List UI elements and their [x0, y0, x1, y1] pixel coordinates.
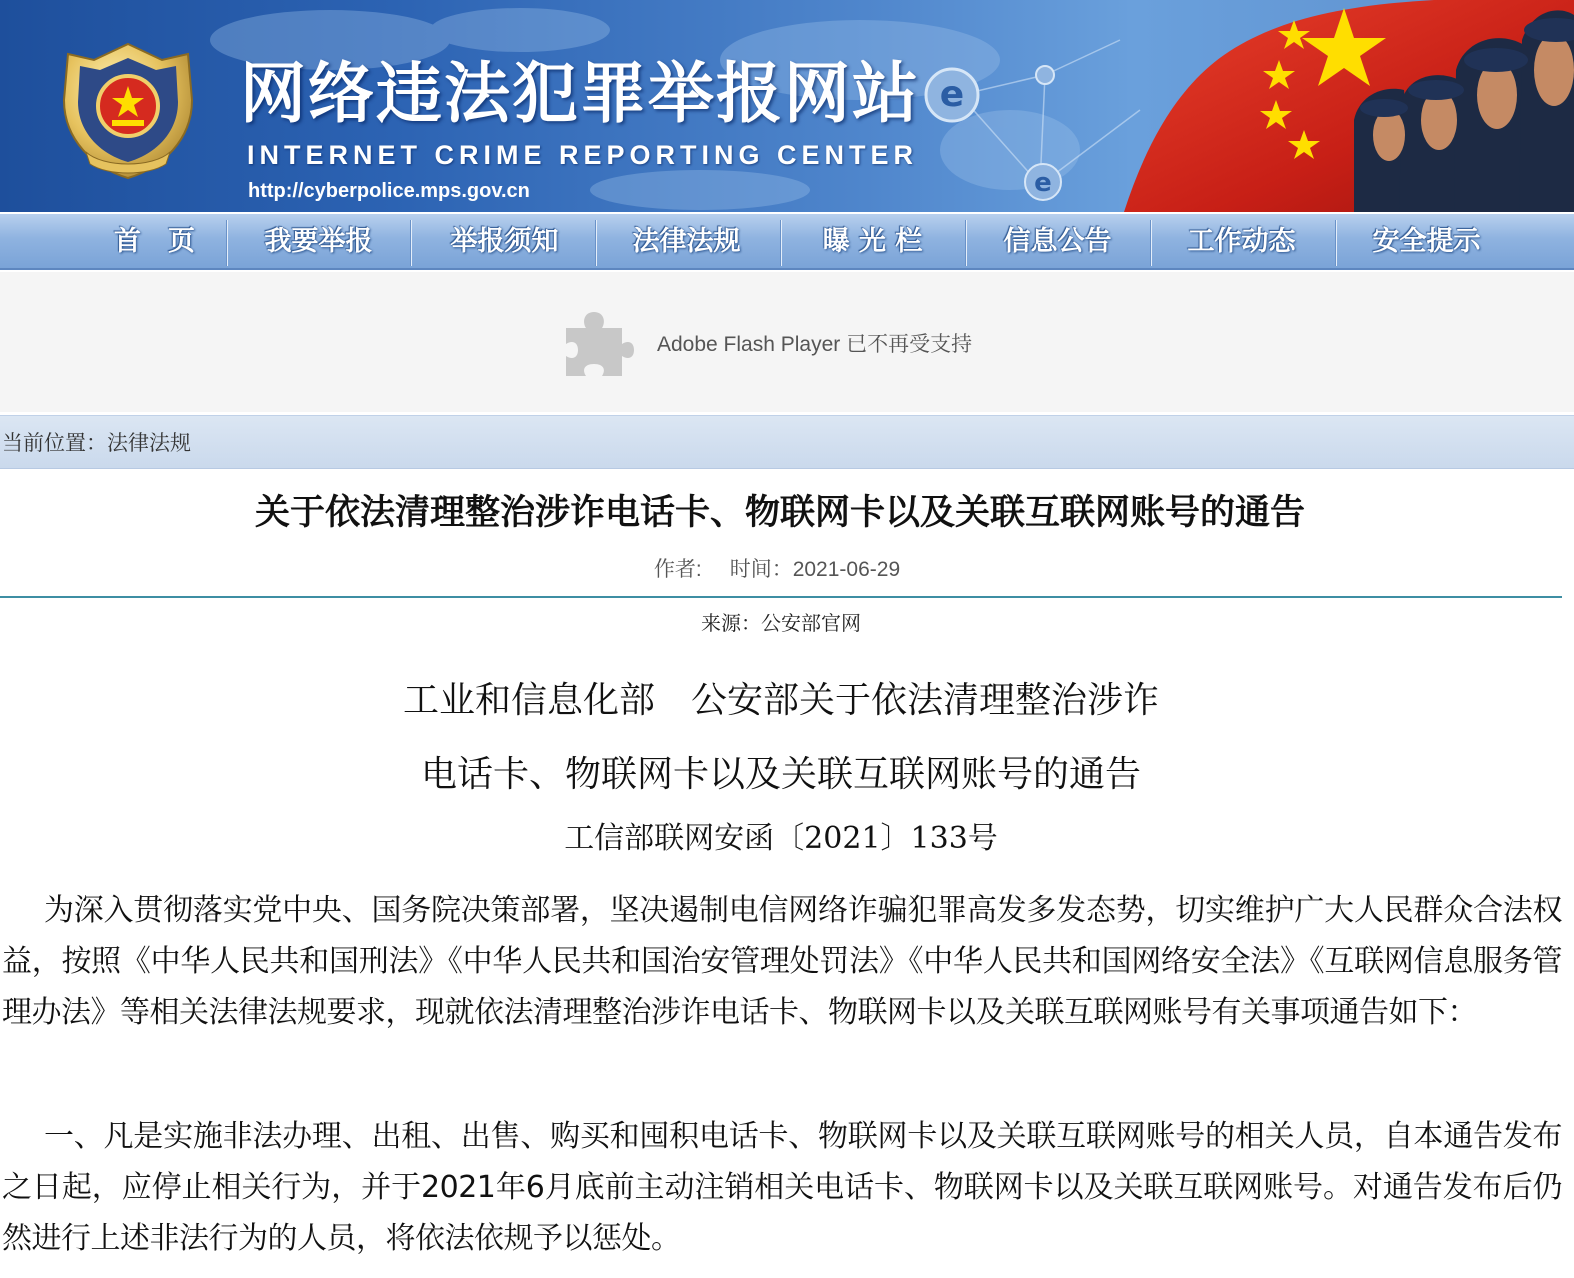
site-title: 网络违法犯罪举报网站 [240, 55, 920, 132]
flash-placeholder[interactable] [0, 272, 1574, 412]
nav-item-announcements[interactable]: 信息公告 [1003, 226, 1112, 257]
flash-message: Adobe Flash Player 已不再受支持 [657, 333, 973, 356]
title-divider [0, 596, 1562, 598]
breadcrumb [0, 415, 1574, 469]
site-subtitle: INTERNET CRIME REPORTING CENTER [247, 140, 919, 170]
police-emblem-icon [58, 40, 198, 182]
svg-text:e: e [939, 74, 965, 115]
nav-item-report[interactable]: 我要举报 [264, 226, 373, 257]
breadcrumb-link-laws[interactable]: 法律法规 [107, 431, 191, 455]
document-number: 工信部联网安函〔2021〕133号 [564, 821, 998, 856]
national-flag-graphic [1054, 0, 1574, 212]
document-title-line-1: 工业和信息化部 公安部关于依法清理整治涉诈 [402, 680, 1159, 721]
article-paragraph: 为深入贯彻落实党中央、国务院决策部署，坚决遏制电信网络诈骗犯罪高发多发态势，切实维护广大人民群众合法权益，按照《中华人民共和国刑法》《中华人民共和国治安管理处罚法》《中华人民共和国网络安全法》《互联网信息服务管理办法》等相关法律法规要求，现就依法清理整治涉诈电话卡、物联网卡以及关联互联网账号有关事项通告如下： [2, 893, 1562, 1030]
article-meta [0, 553, 1540, 583]
nav-item-home[interactable]: 首 页 [114, 226, 195, 257]
nav-item-work-news[interactable]: 工作动态 [1187, 226, 1296, 257]
author-label: 作者: [653, 558, 702, 581]
nav-item-report-notice[interactable]: 举报须知 [450, 226, 559, 257]
article-source: 来源：公安部官网 [701, 611, 861, 635]
e-globe-icon [926, 69, 978, 121]
site-banner [0, 0, 1574, 212]
nav-item-exposure[interactable]: 曝 光 栏 [822, 226, 923, 257]
article-title: 关于依法清理整治涉诈电话卡、物联网卡以及关联互联网账号的通告 [254, 493, 1305, 533]
article-paragraph: 一、凡是实施非法办理、出租、出售、购买和囤积电话卡、物联网卡以及关联互联网账号的相关人员，自本通告发布之日起，应停止相关行为，并于2021年6月底前主动注销相关电话卡、物联网卡以及关联互联网账号。对通告发布后仍然进行上述非法行为的人员，将依法依规予以惩处。 [2, 1119, 1562, 1256]
nav-item-safety-tips[interactable]: 安全提示 [1372, 226, 1481, 257]
main-nav [0, 212, 1574, 270]
document-title-line-2: 电话卡、物联网卡以及关联互联网账号的通告 [420, 754, 1141, 795]
time-label: 时间： [729, 558, 793, 581]
puzzle-icon [562, 308, 634, 380]
nav-item-laws[interactable]: 法律法规 [632, 226, 741, 257]
breadcrumb-prefix: 当前位置： [2, 431, 107, 455]
publish-date: 2021-06-29 [792, 558, 901, 581]
svg-text:e: e [1034, 168, 1052, 198]
site-url: http://cyberpolice.mps.gov.cn [248, 180, 530, 202]
